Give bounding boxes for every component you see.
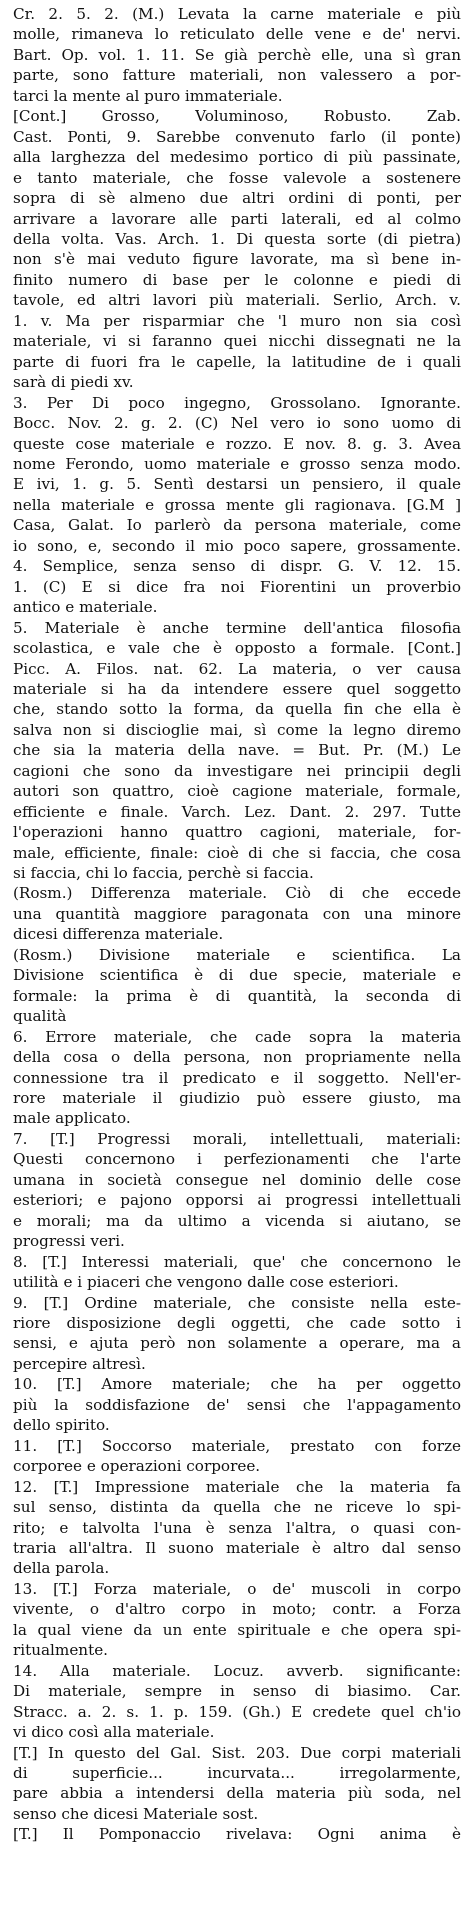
- text-line: corporee e operazioni corporee.: [13, 1457, 261, 1476]
- text-line: finito numero di base per le colonne e piedi di: [13, 270, 461, 289]
- text-line: cagioni che sono da investigare nei principii degli: [13, 761, 461, 780]
- text-line: parte di fuori fra le capelle, la latitudine de i quali: [13, 352, 461, 371]
- text-line: non s'è mai veduto figure lavorate, ma sì bene in-: [13, 250, 461, 269]
- text-line: ritualmente.: [13, 1641, 109, 1660]
- text-line: rito; e talvolta l'una è senza l'altra, o quasi con-: [13, 1518, 461, 1537]
- text-line: Questi concernono i perfezionamenti che l'arte: [13, 1150, 461, 1169]
- text-line: sul senso, distinta da quella che ne riceve lo spi-: [13, 1498, 461, 1517]
- text-line: umana in società consegue nel dominio delle cose: [13, 1170, 461, 1189]
- text-line: [Cont.] Grosso, Voluminoso, Robusto. Zab.: [13, 107, 461, 126]
- text-line: della parola.: [13, 1559, 110, 1578]
- text-line: e morali; ma da ultimo a vicenda si aiutano, se: [13, 1211, 461, 1230]
- text-line: parte, sono fatture materiali, non valessero a por-: [13, 66, 461, 85]
- text-line: Casa, Galat. Io parlerò da persona materiale, come: [13, 516, 461, 535]
- text-line: materiale, vi si faranno quei nicchi dissegnati ne la: [13, 332, 461, 351]
- text-line: io sono, e, secondo il mio poco sapere, grossamente.: [13, 536, 461, 555]
- text-line: riore disposizione degli oggetti, che cade sotto i: [13, 1314, 461, 1332]
- text-line: [T.] In questo del Gal. Sist. 203. Due corpi materiali: [13, 1743, 461, 1762]
- text-line: che sia la materia della nave. = But. Pr. (M.) Le: [13, 741, 461, 760]
- text-line: male applicato.: [13, 1109, 131, 1128]
- text-line: di superficie... incurvata... irregolarmente,: [13, 1763, 461, 1782]
- text-line: autori son quattro, cioè cagione materiale, formale,: [13, 782, 461, 801]
- text-line: dello spirito.: [13, 1416, 110, 1435]
- text-line: Bart. Op. vol. 1. 11. Se già perchè elle, una sì gran: [13, 45, 461, 64]
- text-line: Divisione scientifica è di due specie, materiale e: [13, 966, 461, 985]
- text-line: Picc. A. Filos. nat. 62. La materia, o ver causa: [13, 659, 461, 678]
- text-line: sarà di piedi xv.: [13, 373, 134, 392]
- text-line: (Rosm.) Divisione materiale e scientifica. La: [13, 945, 461, 964]
- text-line: la qual viene da un ente spirituale e che opera spi-: [13, 1620, 461, 1639]
- text-line: 7. [T.] Progressi morali, intellettuali, materiali:: [13, 1129, 461, 1148]
- text-line: tarci la mente al puro immateriale.: [13, 86, 283, 105]
- text-line: 3. Per Di poco ingegno, Grossolano. Ignorante.: [13, 393, 461, 412]
- text-line: 8. [T.] Interessi materiali, que' che concernono le: [13, 1252, 461, 1271]
- text-line: qualità: [13, 1007, 67, 1026]
- text-line: connessione tra il predicato e il soggetto. Nell'er-: [13, 1068, 461, 1087]
- text-line: che, stando sotto la forma, da quella fin che ella è: [13, 700, 461, 719]
- text-line: 10. [T.] Amore materiale; che ha per oggetto: [13, 1375, 461, 1394]
- text-line: senso che dicesi Materiale sost.: [13, 1804, 259, 1823]
- text-line: della volta. Vas. Arch. 1. Di questa sorte (di pietra): [13, 229, 461, 248]
- text-line: e tanto materiale, che fosse valevole a sostenere: [13, 168, 461, 187]
- text-line: dicesi differenza materiale.: [13, 925, 224, 944]
- text-line: efficiente e finale. Varch. Lez. Dant. 2. 297. Tutte: [13, 802, 461, 821]
- text-line: percepire altresì.: [13, 1354, 146, 1373]
- text-line: E ivi, 1. g. 5. Sentì destarsi un pensiero, il quale: [13, 475, 461, 494]
- text-line: 13. [T.] Forza materiale, o de' muscoli in corpo: [13, 1579, 461, 1598]
- text-line: Cr. 2. 5. 2. (M.) Levata la carne materiale e più: [13, 5, 461, 23]
- text-line: si faccia, chi lo faccia, perchè si faccia.: [13, 864, 314, 883]
- text-line: formale: la prima è di quantità, la seconda di: [13, 986, 461, 1005]
- text-line: nella materiale e grossa mente gli ragionava. [G.M ]: [13, 495, 461, 514]
- text-line: materiale si ha da intendere essere quel soggetto: [13, 679, 461, 698]
- text-line: più la soddisfazione de' sensi che l'appagamento: [13, 1395, 461, 1414]
- text-line: esteriori; e pajono opporsi ai progressi intellettuali: [13, 1191, 461, 1210]
- text-line: Di materiale, sempre in senso di biasimo. Car.: [13, 1682, 461, 1701]
- text-line: tavole, ed altri lavori più materiali. Serlio, Arch. v.: [13, 291, 461, 310]
- text-line: antico e materiale.: [13, 598, 158, 617]
- text-line: queste cose materiale e rozzo. E nov. 8. g. 3. Avea: [13, 434, 461, 453]
- text-line: Stracc. a. 2. s. 1. p. 159. (Gh.) E credete quel ch'io: [13, 1702, 461, 1721]
- text-line: Cast. Ponti, 9. Sarebbe convenuto farlo (il ponte): [13, 127, 461, 146]
- text-line: 1. v. Ma per risparmiar che 'l muro non sia così: [13, 311, 461, 330]
- text-line: sensi, e ajuta però non solamente a operare, ma a: [13, 1334, 461, 1353]
- text-line: arrivare a lavorare alle parti laterali, ed al colmo: [13, 209, 461, 228]
- text-line: traria all'altra. Il suono materiale è altro dal senso: [13, 1538, 461, 1557]
- text-line: l'operazioni hanno quattro cagioni, materiale, for-: [13, 823, 461, 842]
- text-line: 14. Alla materiale. Locuz. avverb. significante:: [13, 1661, 461, 1680]
- text-line: pare abbia a intendersi della materia più soda, nel: [13, 1784, 461, 1803]
- text-line: sopra di sè almeno due altri ordini di ponti, per: [13, 189, 461, 208]
- text-line: (Rosm.) Differenza materiale. Ciò di che eccede: [13, 884, 461, 903]
- text-line: 9. [T.] Ordine materiale, che consiste nella este-: [13, 1293, 461, 1312]
- text-line: 1. (C) E si dice fra noi Fiorentini un proverbio: [13, 577, 461, 596]
- text-line: 11. [T.] Soccorso materiale, prestato con forze: [13, 1436, 461, 1455]
- text-line: vivente, o d'altro corpo in moto; contr. a Forza: [13, 1600, 461, 1619]
- text-line: molle, rimaneva lo reticulato delle vene e de' nervi.: [13, 25, 461, 44]
- text-line: alla larghezza del medesimo portico di più passinate,: [13, 148, 461, 167]
- text-line: male, efficiente, finale: cioè di che si faccia, che cosa: [13, 843, 461, 862]
- text-line: progressi veri.: [13, 1232, 125, 1251]
- text-line: una quantità maggiore paragonata con una minore: [13, 904, 461, 923]
- text-line: rore materiale il giudizio può essere giusto, ma: [13, 1089, 461, 1108]
- text-line: 4. Semplice, senza senso di dispr. G. V. 12. 15.: [13, 557, 461, 576]
- text-line: [T.] Il Pomponaccio rivelava: Ogni anima è: [13, 1825, 461, 1844]
- text-line: salva non si discioglie mai, sì come la legno diremo: [13, 720, 461, 739]
- text-line: Bocc. Nov. 2. g. 2. (C) Nel vero io sono uomo di: [13, 414, 461, 433]
- text-line: 12. [T.] Impressione materiale che la materia fa: [13, 1477, 461, 1496]
- text-line: nome Ferondo, uomo materiale e grosso senza modo.: [13, 454, 461, 473]
- text-line: scolastica, e vale che è opposto a formale. [Cont.]: [13, 639, 461, 658]
- text-line: 5. Materiale è anche termine dell'antica filosofia: [13, 618, 461, 637]
- text-line: vi dico così alla materiale.: [13, 1723, 215, 1742]
- text-line: 6. Errore materiale, che cade sopra la materia: [13, 1027, 461, 1046]
- text-line: utilità e i piaceri che vengono dalle cose esteriori.: [13, 1273, 399, 1292]
- text-line: della cosa o della persona, non propriamente nella: [13, 1048, 461, 1067]
